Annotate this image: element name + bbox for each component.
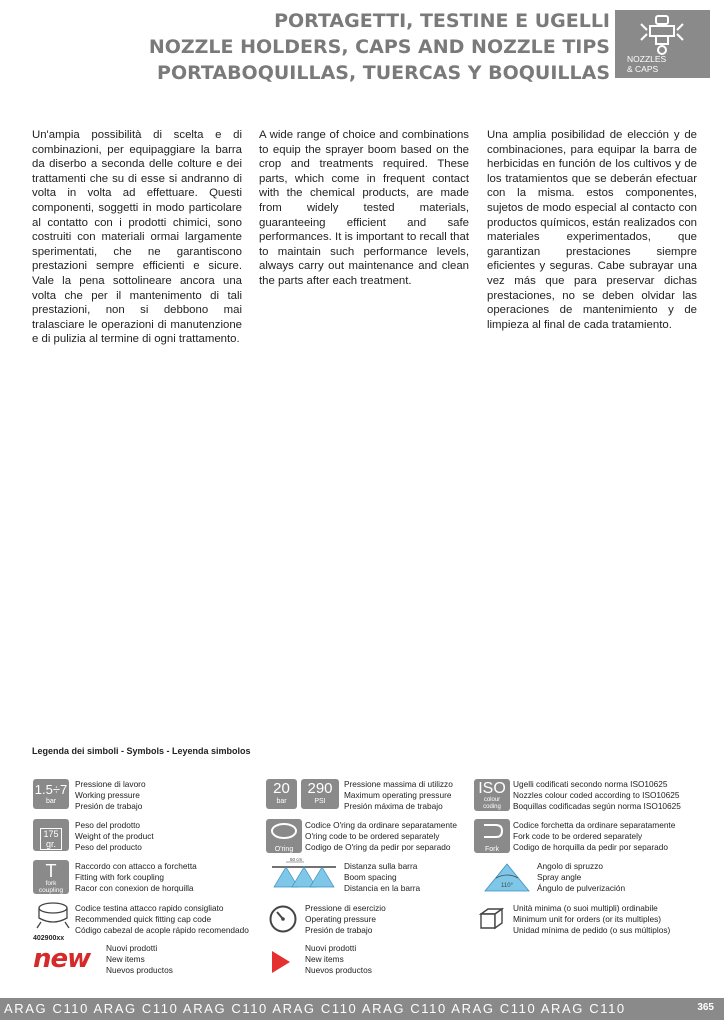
new-logo: new [33,944,91,974]
box-unit-icon [478,905,504,931]
legend-item: Pressione massima di utilizzo Maximum operating pressure Presión máxima de trabajo [344,779,453,811]
oring-shape [266,819,302,841]
gauge-icon [268,904,298,934]
fork-coupling-icon: T fork coupling [33,860,69,894]
legend-item: Codice forchetta da ordinare separatamente Fork code to be ordered separately Codigo de horquilla da pedir por separado [513,820,676,852]
legend-item: Pressione di esercizio Operating pressure Presión de trabajo [305,903,386,935]
title-english: NOZZLE HOLDERS, CAPS AND NOZZLE TIPS [148,36,610,58]
box-drawing [478,905,504,931]
legend-item: Ugelli codificati secondo norma ISO10625 Nozzles colour coded according to ISO10625 Boquillas codificadas según norma ISO10625 [513,779,681,811]
cap-code: 402900xx [33,935,65,942]
boom-spacing-icon [266,857,342,897]
page-titles [60,8,610,86]
legend-item: Angolo di spruzzo Spray angle Ángulo de pulverización [537,861,626,893]
weight-icon: 175 gr. [33,819,69,851]
legend-item: Raccordo con attacco a forchetta Fitting with fork coupling Racor con conexion de horquilla [75,861,197,893]
footer-brand-text: ARAG C110 ARAG C110 ARAG C110 ARAG C110 ARAG C110 ARAG C110 ARAG C110 [4,1001,626,1016]
max-pressure-bar-icon: 20 bar [266,779,297,809]
new-arrow-icon [272,951,290,973]
fork-shape [474,819,510,841]
category-label: NOZZLES & CAPS [627,54,667,74]
cap-drawing [33,900,73,930]
text-column-spanish: Una amplia posibilidad de elección y de combinaciones, para equipar la barra de herbicidas en función de los cultivos y de los tratamientos que se deberán efectuar con la misma. estos componentes, sujetos de modo especial al contacto con productos químicos, están realizados con materiales experimentados, que garantizan prestaciones siempre eficientes y seguras. Cabe subrayar una vez más que para preservar dichas prestaciones, no se deben olvidar las operaciones de mantenimiento y de limpieza al final de cada tratamiento. [487,129,697,331]
oring-icon: O'ring [266,819,302,853]
footer-bar [0,998,724,1020]
category-badge [615,10,710,78]
pressure-gauge-drawing [268,904,298,934]
legend-item: Codice testina attacco rapido consigliato Recommended quick fitting cap code Código cabezal de acople rápido recomendado [75,903,249,935]
legend-item: Pressione di lavoro Working pressure Presión de trabajo [75,779,146,811]
legend-item: Codice O'ring da ordinare separatamente O'ring code to be ordered separately Codigo de O'ring da pedir por separado [305,820,457,852]
spray-angle-drawing [482,861,532,895]
fork-code-icon: Fork [474,819,510,853]
max-pressure-psi-icon: 290 PSI [301,779,339,809]
legend-item: Unità minima (o suoi multipli) ordinabile Minimum unit for orders (or its multiples) Unidad mínima de pedido (o sus múltiplos) [513,903,671,935]
svg-text:110°: 110° [501,883,513,889]
nozzle-icon [637,12,687,58]
svg-text:50 cm: 50 cm [290,857,303,862]
title-spanish: PORTABOQUILLAS, TUERCAS Y BOQUILLAS [157,62,610,84]
legend-item: Peso del prodotto Weight of the product Peso del producto [75,820,154,852]
title-italian: PORTAGETTI, TESTINE E UGELLI [274,10,610,32]
spray-angle-icon [482,861,532,895]
legend-title: Legenda dei simboli - Symbols - Leyenda simbolos [32,746,251,756]
text-column-italian: Un'ampia possibilità di scelta e di combinazioni, per equipaggiare la barra da diserbo a seconda delle colture e dei trattamenti che su di esse si andranno di volta in volta ad effettuare. Questi componenti, soggetti in modo particolare al contatto con i prodotti chimici, sono costruiti con materiali ormai largamente sperimentati, che ne garantiscono prestazioni sempre efficienti e sicure. Vale la pena sottolineare ancora una volta che per il mantenimento di tali prestazioni, non si debbono mai tralasciare le operazioni di manutenzione e di pulizia al termine di ogni trattamento. [32,129,242,346]
page-number: 365 [697,1002,714,1013]
legend-item: Nuovi prodotti New items Nuevos productos [106,943,173,975]
legend-item: Distanza sulla barra Boom spacing Distancia en la barra [344,861,421,893]
quick-cap-icon [33,900,73,940]
legend-item: Nuovi prodotti New items Nuevos productos [305,943,372,975]
spacing-drawing [266,857,342,897]
pressure-range-icon: 1.5÷7 bar [33,779,69,809]
iso-icon: ISO colour coding [474,779,510,811]
text-column-english: A wide range of choice and combinations to equip the sprayer boom based on the crop and treatments required. These parts, which come in frequent contact with the chemical products, are made from widely tested materials, guaranteeing efficient and safe performances. It is important to recall that to maintain such performance levels, always carry out maintenance and clean the parts after each treatment. [259,129,469,287]
